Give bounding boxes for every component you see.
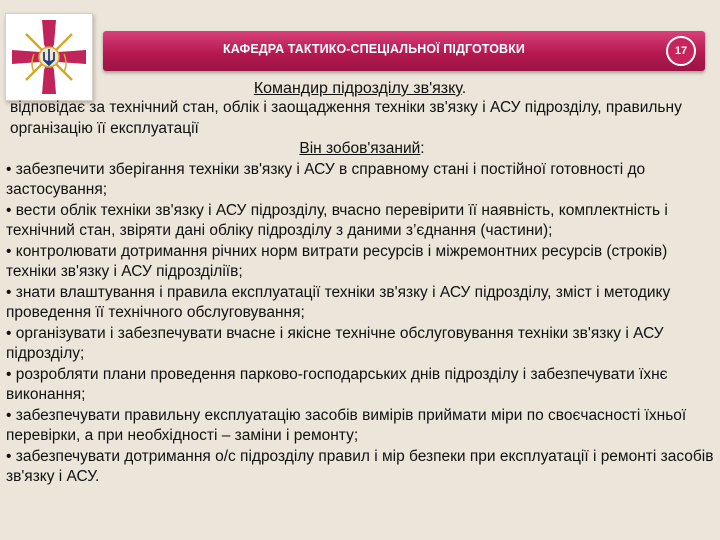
duty-item: • розробляти плани проведення парково-господарських днів підрозділу і забезпечувати їхнє виконання;	[6, 365, 668, 403]
heading-title: Командир підрозділу зв'язку	[253, 80, 462, 97]
duty-item: • забезпечувати дотримання о/с підрозділу правил і мір безпеки при експлуатації і ремонті засобів зв'язку і АСУ.	[6, 447, 714, 485]
duties-title: Він зобов'язаний	[299, 140, 421, 157]
duty-item: • вести облік техніки зв'язку і АСУ підрозділу, вчасно перевірити її наявність, комплектність і технічний стан, звіряти дані обліку підрозділу з даними з’єднання (частини);	[6, 201, 668, 239]
duty-item: • контролювати дотримання річних норм витрати ресурсів і міжремонтних ресурсів (строків) техніки зв'язку і АСУ підрозділіїв;	[6, 242, 668, 280]
duty-item: • забезпечити зберігання техніки зв'язку і АСУ в справному стані і постійної готовності до застосування;	[6, 160, 646, 198]
slide-heading	[0, 80, 720, 98]
department-title: КАФЕДРА ТАКТИКО-СПЕЦІАЛЬНОЇ ПІДГОТОВКИ	[223, 42, 525, 56]
duties-heading	[6, 139, 718, 160]
header-banner	[103, 31, 705, 71]
duty-item: • знати влаштування і правила експлуатації техніки зв'язку і АСУ підрозділу, зміст і методику проведення її технічного обслуговування;	[6, 283, 671, 321]
duty-item: • організувати і забезпечувати вчасне і якісне технічне обслуговування техніки зв'язку і АСУ підрозділу;	[6, 324, 664, 362]
heading-punctuation: .	[461, 80, 467, 97]
intro-paragraph: відповідає за технічний стан, облік і заощадження техніки зв'язку і АСУ підрозділу, правильну організацію її експлуатації	[10, 99, 682, 137]
slide-body	[6, 98, 718, 488]
duties-suffix: :	[420, 140, 425, 157]
duty-item: • забезпечувати правильну експлуатацію засобів вимірів приймати міри по своєчасності їхньої перевірки, а при необхідності – заміни і ремонту;	[6, 406, 687, 444]
slide-number-badge: 17	[666, 36, 696, 66]
